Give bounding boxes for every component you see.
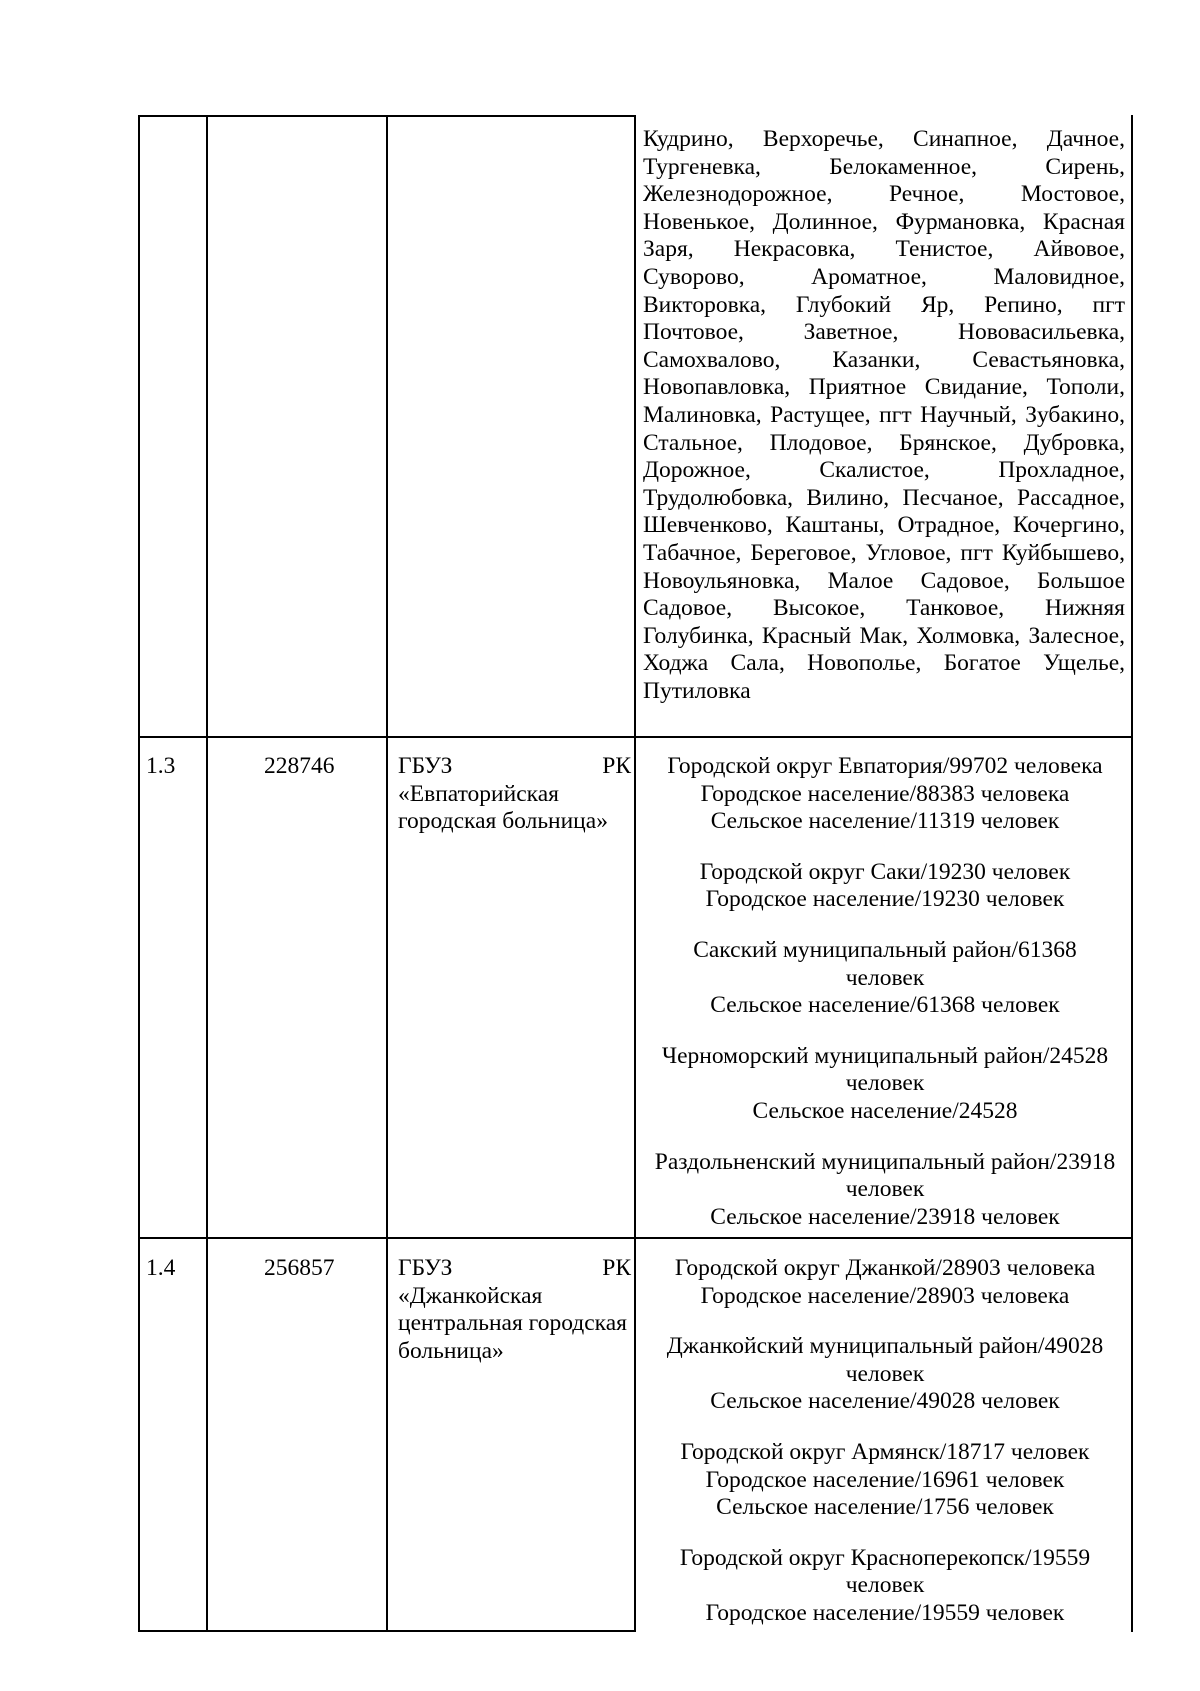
table-divider-code <box>386 115 388 1632</box>
population-line: Городской округ Армянск/18717 человек <box>680 1438 1090 1465</box>
population-block <box>640 1439 1130 1522</box>
table-border-right <box>1131 115 1133 1632</box>
population-block <box>640 937 1130 1020</box>
population-block <box>640 1255 1130 1310</box>
org-prefix: ГБУЗ <box>398 753 453 779</box>
population-line: Сельское население/11319 человек <box>710 808 1060 835</box>
org-region: РК <box>602 1255 631 1281</box>
org-title: «Джанкойская центральная городская больница» <box>398 1282 627 1364</box>
population-block <box>640 753 1130 836</box>
org-title: «Евпаторийская городская больница» <box>398 780 608 835</box>
mo-code: 256857 <box>264 1255 335 1281</box>
population-line: Черноморский муниципальный район/24528 <box>661 1042 1109 1069</box>
population-line: Городской округ Джанкой/28903 человека <box>674 1255 1096 1281</box>
mo-code: 228746 <box>264 753 335 779</box>
table-divider-num <box>206 115 208 1632</box>
population-block <box>640 1149 1130 1232</box>
population-line: человек <box>845 1070 925 1097</box>
population-line: человек <box>845 964 925 991</box>
org-prefix: ГБУЗ <box>398 1255 453 1281</box>
population-line: Раздольненский муниципальный район/23918 <box>654 1148 1116 1175</box>
population-line: Сельское население/23918 человек <box>710 1203 1060 1230</box>
settlements-list: Кудрино, Верхоречье, Синапное, Дачное, Тургеневка, Белокаменное, Сирень, Железнодорожное, Речное, Мостовое, Новенькое, Долинное, Фурмановка, Красная Заря, Некрасовка, Тенистое, Айвовое, Суворово, Ароматное, Маловидное, Викторовка, Глубокий Яр, Репино, пгт Почтовое, Заветное, Нововасильевка, Самохвалово, Казанки, Севастьяновка, Новопавловка, Приятное Свидание, Тополи, Малиновка, Растущее, пгт Научный, Зубакино, Стальное, Плодовое, Брянское, Дубровка, Дорожное, Скалистое, Прохладное, Трудолюбовка, Вилино, Песчаное, Рассадное, Шевченково, Каштаны, Отрадное, Кочергино, Табачное, Береговое, Угловое, пгт Куйбышево, Новоульяновка, Малое Садовое, Большое Садовое, Высокое, Танковое, Нижняя Голубинка, Красный Мак, Холмовка, Залесное, Ходжа Сала, Новополье, Богатое Ущелье, Путиловка <box>643 126 1125 704</box>
table-divider-org <box>634 115 636 1632</box>
population-line: Городской округ Саки/19230 человек <box>699 858 1071 885</box>
population-blocks <box>640 1255 1130 1628</box>
population-line: Городское население/19559 человек <box>705 1599 1065 1626</box>
population-block <box>640 1545 1130 1628</box>
population-line: Городской округ Красноперекопск/19559 <box>679 1544 1091 1571</box>
population-line: Сельское население/1756 человек <box>716 1494 1054 1521</box>
row-divider-1-4 <box>138 1237 1133 1239</box>
population-line: Сельское население/49028 человек <box>710 1388 1060 1415</box>
row-number: 1.4 <box>146 1255 176 1281</box>
population-line: Городское население/19230 человек <box>705 886 1065 913</box>
population-line: Сельское население/61368 человек <box>710 992 1060 1019</box>
org-region: РК <box>602 753 631 779</box>
population-line: человек <box>845 1572 925 1599</box>
row-number: 1.3 <box>146 753 176 779</box>
population-line: Джанкойский муниципальный район/49028 <box>666 1333 1104 1360</box>
population-line: человек <box>845 1176 925 1203</box>
population-line: Сакский муниципальный район/61368 <box>693 936 1077 963</box>
population-line: Городское население/88383 человека <box>700 780 1070 807</box>
population-block <box>640 859 1130 914</box>
population-line: человек <box>845 1360 925 1387</box>
organization-name <box>398 1255 631 1365</box>
table-border-top <box>138 115 636 117</box>
population-line: Городское население/16961 человек <box>705 1466 1065 1493</box>
row-divider-1-3 <box>138 736 1133 738</box>
population-block <box>640 1043 1130 1126</box>
population-line: Сельское население/24528 <box>752 1097 1018 1124</box>
population-line: Городской округ Евпатория/99702 человека <box>667 753 1103 779</box>
table-border-left <box>138 115 140 1632</box>
population-blocks <box>640 753 1130 1231</box>
population-line: Городское население/28903 человека <box>700 1282 1070 1309</box>
population-block <box>640 1333 1130 1416</box>
table-border-bottom <box>138 1630 636 1632</box>
organization-name <box>398 753 631 836</box>
